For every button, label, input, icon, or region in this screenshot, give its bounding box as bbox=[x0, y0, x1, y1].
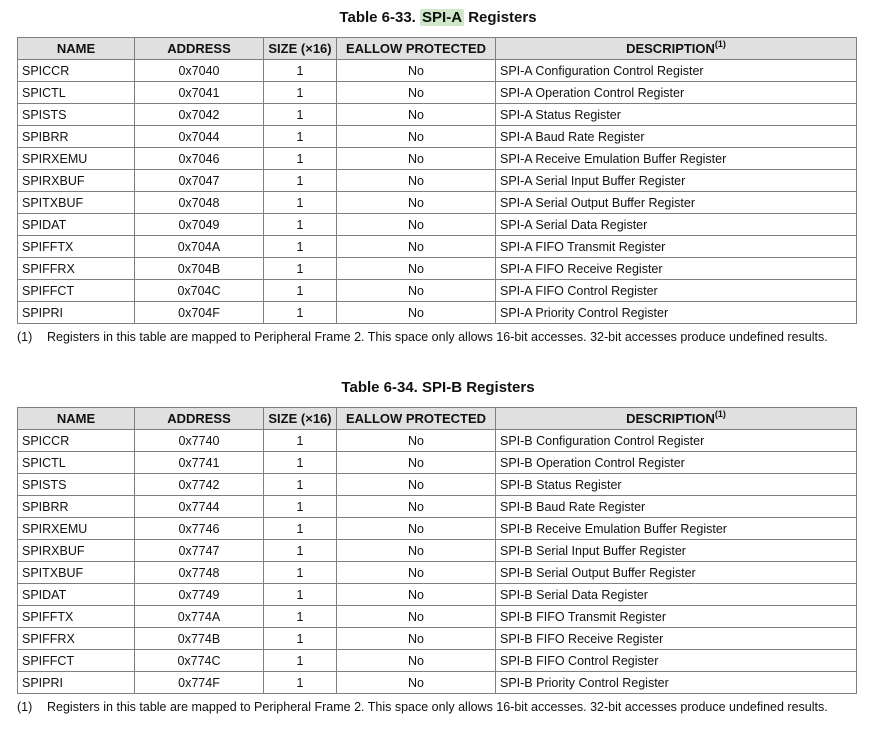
description-cell: SPI-B FIFO Transmit Register bbox=[496, 606, 857, 628]
description-cell: SPI-B Serial Data Register bbox=[496, 584, 857, 606]
table-row bbox=[18, 474, 857, 496]
table-row bbox=[18, 82, 857, 104]
register-name-cell: SPIRXEMU bbox=[18, 148, 135, 170]
table-row bbox=[18, 518, 857, 540]
table-row bbox=[18, 60, 857, 82]
size-cell: 1 bbox=[264, 496, 337, 518]
eallow-cell: No bbox=[337, 584, 496, 606]
size-cell: 1 bbox=[264, 540, 337, 562]
size-cell: 1 bbox=[264, 148, 337, 170]
register-name-cell: SPIBRR bbox=[18, 126, 135, 148]
eallow-cell: No bbox=[337, 82, 496, 104]
address-cell: 0x7042 bbox=[135, 104, 264, 126]
description-cell: SPI-B FIFO Receive Register bbox=[496, 628, 857, 650]
description-cell: SPI-B Operation Control Register bbox=[496, 452, 857, 474]
register-name-cell: SPIRXEMU bbox=[18, 518, 135, 540]
table-row bbox=[18, 214, 857, 236]
col-header-size: SIZE (×16) bbox=[264, 38, 337, 60]
footnote-number: (1) bbox=[17, 330, 33, 344]
description-cell: SPI-A FIFO Receive Register bbox=[496, 258, 857, 280]
register-name-cell: SPIPRI bbox=[18, 302, 135, 324]
register-name-cell: SPIRXBUF bbox=[18, 540, 135, 562]
register-name-cell: SPISTS bbox=[18, 104, 135, 126]
address-cell: 0x704B bbox=[135, 258, 264, 280]
eallow-cell: No bbox=[337, 650, 496, 672]
table-row bbox=[18, 430, 857, 452]
spi-b-register-table bbox=[17, 407, 857, 694]
footnote-spi-a bbox=[17, 330, 857, 345]
table-row bbox=[18, 192, 857, 214]
description-cell: SPI-B Baud Rate Register bbox=[496, 496, 857, 518]
table-row bbox=[18, 562, 857, 584]
size-cell: 1 bbox=[264, 280, 337, 302]
table-row bbox=[18, 148, 857, 170]
table-header-row bbox=[18, 408, 857, 430]
eallow-cell: No bbox=[337, 672, 496, 694]
eallow-cell: No bbox=[337, 258, 496, 280]
table-row bbox=[18, 650, 857, 672]
size-cell: 1 bbox=[264, 192, 337, 214]
description-cell: SPI-A Serial Data Register bbox=[496, 214, 857, 236]
address-cell: 0x7740 bbox=[135, 430, 264, 452]
size-cell: 1 bbox=[264, 628, 337, 650]
address-cell: 0x7048 bbox=[135, 192, 264, 214]
table-title-spi-b: Table 6-34. SPI-B Registers bbox=[341, 379, 535, 396]
size-cell: 1 bbox=[264, 126, 337, 148]
size-cell: 1 bbox=[264, 430, 337, 452]
eallow-cell: No bbox=[337, 148, 496, 170]
size-cell: 1 bbox=[264, 82, 337, 104]
description-cell: SPI-B Receive Emulation Buffer Register bbox=[496, 518, 857, 540]
table-row bbox=[18, 540, 857, 562]
size-cell: 1 bbox=[264, 104, 337, 126]
eallow-cell: No bbox=[337, 236, 496, 258]
description-cell: SPI-A Status Register bbox=[496, 104, 857, 126]
eallow-cell: No bbox=[337, 540, 496, 562]
eallow-cell: No bbox=[337, 430, 496, 452]
address-cell: 0x704C bbox=[135, 280, 264, 302]
footnote-text: Registers in this table are mapped to Peripheral Frame 2. This space only allows 16-bit accesses. 32-bit accesses produce undefined results. bbox=[47, 700, 828, 714]
col-header-eallow: EALLOW PROTECTED bbox=[337, 408, 496, 430]
address-cell: 0x7046 bbox=[135, 148, 264, 170]
eallow-cell: No bbox=[337, 280, 496, 302]
address-cell: 0x7047 bbox=[135, 170, 264, 192]
eallow-cell: No bbox=[337, 302, 496, 324]
description-cell: SPI-A FIFO Control Register bbox=[496, 280, 857, 302]
address-cell: 0x7749 bbox=[135, 584, 264, 606]
description-cell: SPI-A Operation Control Register bbox=[496, 82, 857, 104]
register-name-cell: SPICCR bbox=[18, 60, 135, 82]
table-row bbox=[18, 496, 857, 518]
search-highlight: SPI-A bbox=[422, 9, 463, 26]
col-header-description: DESCRIPTION$^{(1)}$ bbox=[496, 408, 857, 430]
eallow-cell: No bbox=[337, 170, 496, 192]
table-row bbox=[18, 236, 857, 258]
size-cell: 1 bbox=[264, 562, 337, 584]
size-cell: 1 bbox=[264, 474, 337, 496]
address-cell: 0x7041 bbox=[135, 82, 264, 104]
register-name-cell: SPIDAT bbox=[18, 584, 135, 606]
description-cell: SPI-A Configuration Control Register bbox=[496, 60, 857, 82]
size-cell: 1 bbox=[264, 258, 337, 280]
address-cell: 0x774B bbox=[135, 628, 264, 650]
description-cell: SPI-A FIFO Transmit Register bbox=[496, 236, 857, 258]
register-name-cell: SPIFFTX bbox=[18, 606, 135, 628]
address-cell: 0x704F bbox=[135, 302, 264, 324]
table-row bbox=[18, 104, 857, 126]
eallow-cell: No bbox=[337, 518, 496, 540]
table-header-row bbox=[18, 38, 857, 60]
description-cell: SPI-A Baud Rate Register bbox=[496, 126, 857, 148]
eallow-cell: No bbox=[337, 214, 496, 236]
table-row bbox=[18, 606, 857, 628]
address-cell: 0x7747 bbox=[135, 540, 264, 562]
footnote-marker: (1) bbox=[714, 409, 726, 419]
register-name-cell: SPICTL bbox=[18, 82, 135, 104]
description-cell: SPI-B FIFO Control Register bbox=[496, 650, 857, 672]
register-name-cell: SPIRXBUF bbox=[18, 170, 135, 192]
spi-a-register-table bbox=[17, 37, 857, 324]
address-cell: 0x7741 bbox=[135, 452, 264, 474]
footnote-number: (1) bbox=[17, 700, 33, 714]
register-name-cell: SPIFFRX bbox=[18, 258, 135, 280]
col-header-description: DESCRIPTION$^{(1)}$ bbox=[496, 38, 857, 60]
eallow-cell: No bbox=[337, 606, 496, 628]
eallow-cell: No bbox=[337, 126, 496, 148]
footnote-text: Registers in this table are mapped to Peripheral Frame 2. This space only allows 16-bit accesses. 32-bit accesses produce undefined results. bbox=[47, 330, 828, 344]
register-name-cell: SPIPRI bbox=[18, 672, 135, 694]
description-cell: SPI-A Priority Control Register bbox=[496, 302, 857, 324]
eallow-cell: No bbox=[337, 628, 496, 650]
eallow-cell: No bbox=[337, 104, 496, 126]
address-cell: 0x7044 bbox=[135, 126, 264, 148]
address-cell: 0x7748 bbox=[135, 562, 264, 584]
size-cell: 1 bbox=[264, 518, 337, 540]
description-cell: SPI-B Configuration Control Register bbox=[496, 430, 857, 452]
size-cell: 1 bbox=[264, 672, 337, 694]
description-cell: SPI-B Priority Control Register bbox=[496, 672, 857, 694]
size-cell: 1 bbox=[264, 452, 337, 474]
table-row bbox=[18, 628, 857, 650]
eallow-cell: No bbox=[337, 60, 496, 82]
table-row bbox=[18, 170, 857, 192]
size-cell: 1 bbox=[264, 214, 337, 236]
register-name-cell: SPITXBUF bbox=[18, 562, 135, 584]
register-name-cell: SPITXBUF bbox=[18, 192, 135, 214]
size-cell: 1 bbox=[264, 302, 337, 324]
table-row bbox=[18, 126, 857, 148]
table-row bbox=[18, 302, 857, 324]
eallow-cell: No bbox=[337, 562, 496, 584]
col-header-address: ADDRESS bbox=[135, 38, 264, 60]
eallow-cell: No bbox=[337, 192, 496, 214]
eallow-cell: No bbox=[337, 452, 496, 474]
col-header-address: ADDRESS bbox=[135, 408, 264, 430]
register-name-cell: SPIBRR bbox=[18, 496, 135, 518]
table-row bbox=[18, 672, 857, 694]
description-cell: SPI-A Serial Output Buffer Register bbox=[496, 192, 857, 214]
col-header-name: NAME bbox=[18, 408, 135, 430]
table-row bbox=[18, 280, 857, 302]
register-name-cell: SPIDAT bbox=[18, 214, 135, 236]
table-row bbox=[18, 452, 857, 474]
register-name-cell: SPIFFRX bbox=[18, 628, 135, 650]
address-cell: 0x7744 bbox=[135, 496, 264, 518]
register-name-cell: SPICCR bbox=[18, 430, 135, 452]
description-cell: SPI-A Serial Input Buffer Register bbox=[496, 170, 857, 192]
table-row bbox=[18, 584, 857, 606]
eallow-cell: No bbox=[337, 474, 496, 496]
address-cell: 0x774C bbox=[135, 650, 264, 672]
col-header-size: SIZE (×16) bbox=[264, 408, 337, 430]
table-title-spi-a: Table 6-33. SPI-A Registers bbox=[339, 9, 537, 26]
description-cell: SPI-B Serial Input Buffer Register bbox=[496, 540, 857, 562]
size-cell: 1 bbox=[264, 236, 337, 258]
register-name-cell: SPIFFCT bbox=[18, 650, 135, 672]
register-name-cell: SPIFFCT bbox=[18, 280, 135, 302]
address-cell: 0x774A bbox=[135, 606, 264, 628]
footnote-spi-b bbox=[17, 700, 857, 715]
register-name-cell: SPIFFTX bbox=[18, 236, 135, 258]
description-cell: SPI-A Receive Emulation Buffer Register bbox=[496, 148, 857, 170]
address-cell: 0x7040 bbox=[135, 60, 264, 82]
register-name-cell: SPICTL bbox=[18, 452, 135, 474]
description-cell: SPI-B Status Register bbox=[496, 474, 857, 496]
register-name-cell: SPISTS bbox=[18, 474, 135, 496]
size-cell: 1 bbox=[264, 170, 337, 192]
col-header-name: NAME bbox=[18, 38, 135, 60]
address-cell: 0x7049 bbox=[135, 214, 264, 236]
table-row bbox=[18, 258, 857, 280]
size-cell: 1 bbox=[264, 650, 337, 672]
size-cell: 1 bbox=[264, 584, 337, 606]
description-cell: SPI-B Serial Output Buffer Register bbox=[496, 562, 857, 584]
address-cell: 0x774F bbox=[135, 672, 264, 694]
eallow-cell: No bbox=[337, 496, 496, 518]
footnote-marker: (1) bbox=[714, 39, 726, 49]
address-cell: 0x7746 bbox=[135, 518, 264, 540]
address-cell: 0x7742 bbox=[135, 474, 264, 496]
col-header-eallow: EALLOW PROTECTED bbox=[337, 38, 496, 60]
size-cell: 1 bbox=[264, 606, 337, 628]
size-cell: 1 bbox=[264, 60, 337, 82]
address-cell: 0x704A bbox=[135, 236, 264, 258]
